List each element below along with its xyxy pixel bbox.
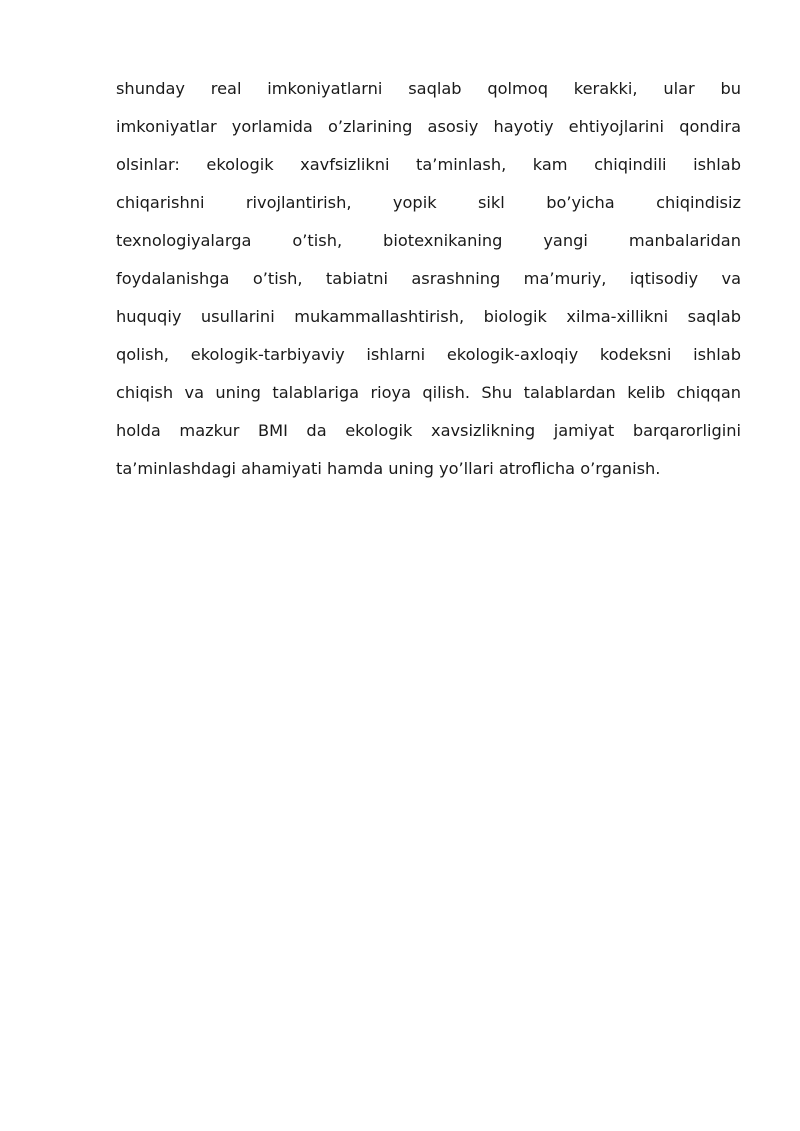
paragraph-line-8: qolish, ekologik-tarbiyaviy ishlarni ekologik-axloqiy kodeksni ishlab xyxy=(116,345,741,364)
paragraph-line-1: shunday real imkoniyatlarni saqlab qolmoq kerakki, ular bu xyxy=(116,79,741,98)
paragraph-line-10: holda mazkur BMI da ekologik xavsizlikning jamiyat barqarorligini xyxy=(116,421,741,440)
paragraph-line-6: foydalanishga o’tish, tabiatni asrashning ma’muriy, iqtisodiy va xyxy=(116,269,741,288)
paragraph-line-11: ta’minlashdagi ahamiyati hamda uning yo’llari atroflicha o’rganish. xyxy=(116,459,661,478)
body-paragraph xyxy=(116,70,741,488)
paragraph-line-4: chiqarishni rivojlantirish, yopik sikl bo’yicha chiqindisiz xyxy=(116,193,741,212)
paragraph-line-5: texnologiyalarga o’tish, biotexnikaning yangi manbalaridan xyxy=(116,231,741,250)
paragraph-line-7: huquqiy usullarini mukammallashtirish, biologik xilma-xillikni saqlab xyxy=(116,307,741,326)
paragraph-line-2: imkoniyatlar yorlamida o’zlarining asosiy hayotiy ehtiyojlarini qondira xyxy=(116,117,741,136)
paragraph-line-9: chiqish va uning talablariga rioya qilish. Shu talablardan kelib chiqqan xyxy=(116,383,741,402)
paragraph-line-3: olsinlar: ekologik xavfsizlikni ta’minlash, kam chiqindili ishlab xyxy=(116,155,741,174)
